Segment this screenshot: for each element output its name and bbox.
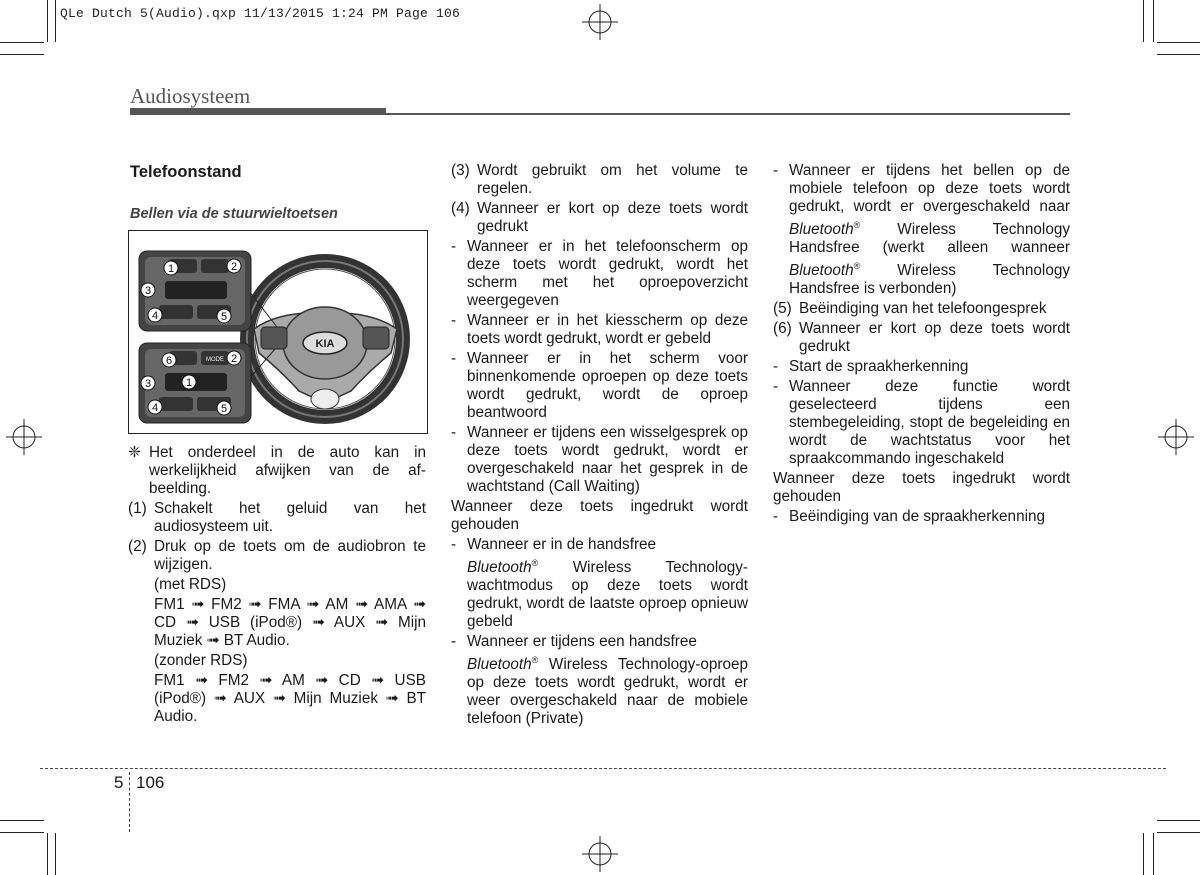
section-title: Audiosysteem (130, 84, 251, 108)
no-rds-sequence: FM1 ➟ FM2 ➟ AM ➟ CD ➟ USB (iPod®) ➟ AUX ➟ Mijn Muziek ➟ BT Audio. (154, 672, 426, 725)
dash-text: Beëindiging van de spraakherkenning (789, 508, 1045, 526)
dash-mark: - (773, 358, 779, 376)
dash-item (451, 312, 748, 348)
bluetooth-term: Bluetooth (789, 221, 854, 239)
list-item (128, 538, 426, 574)
hold-text: Wanneer deze toets ingedrukt wordt gehouden (451, 498, 748, 533)
subheading: Bellen via de stuurwieltoetsen (130, 206, 338, 222)
callout: 3 (144, 378, 152, 390)
dash-text: Wanneer deze functie wordt geselecteerd tijdens een stembegeleiding, stopt de begeleiding en wordt de wachtstatus voor het spraakcommando ingeschakeld (789, 378, 1070, 468)
list-number: (1) (128, 500, 147, 517)
list-item (451, 162, 748, 198)
header-bar (130, 108, 386, 115)
dash-mark: - (451, 238, 457, 255)
dash-text: Start de spraakherkenning (789, 358, 969, 376)
crop-mark (1143, 833, 1144, 875)
dash-item (451, 424, 748, 496)
column-1-body (128, 444, 426, 728)
registered-mark: ® (853, 220, 861, 230)
no-rds-label: (zonder RDS) (154, 652, 248, 669)
dash-text: Wanneer er in het telefoonscherm op deze toets wordt gedrukt, wordt het scherm met het oproepoverzicht weergegeven (467, 238, 748, 309)
header-rule (386, 113, 1070, 115)
callout: 5 (220, 311, 228, 323)
footer-rule (40, 768, 1166, 769)
bluetooth-term: Bluetooth (467, 656, 532, 674)
steering-wheel-diagram (129, 231, 427, 433)
callout: 5 (220, 403, 228, 415)
list-number: (2) (128, 538, 147, 555)
list-number: (6) (773, 320, 792, 338)
callout: 1 (185, 377, 193, 389)
callout: 4 (151, 402, 159, 414)
crop-mark (1157, 832, 1200, 833)
callout: 4 (151, 310, 159, 322)
dash-mark: - (773, 162, 779, 179)
crop-mark (1157, 54, 1200, 55)
page-number-divider (129, 772, 130, 832)
note-symbol: ❈ (128, 444, 141, 461)
crop-mark (0, 832, 44, 833)
dash-text: Wanneer er in het scherm voor binnenkomende oproepen op deze toets wordt gedrukt, wordt de oproep beantwoord (467, 350, 748, 421)
dash-item (773, 358, 1070, 376)
crop-mark (47, 0, 48, 42)
list-item (128, 500, 426, 536)
list-number: (5) (773, 300, 792, 318)
crop-mark (55, 833, 56, 875)
dash-item (451, 633, 748, 728)
list-text: Beëindiging van het telefoongesprek (799, 300, 1047, 318)
dash-mark: - (773, 508, 779, 526)
dash-text: Wireless Technology Handsfree (werkt alleen wanneer (789, 221, 1070, 257)
callout: 3 (144, 285, 152, 297)
note (128, 444, 426, 498)
registration-mark-icon (582, 4, 618, 40)
dash-text: Wireless Technology Handsfree is verbonden) (789, 262, 1070, 298)
column-3 (773, 162, 1070, 528)
callout: 6 (165, 355, 173, 367)
dash-text: Wanneer er tijdens het bellen op de mobiele telefoon op deze toets wordt gedrukt, wordt er overgeschakeld naar (789, 162, 1070, 215)
bluetooth-term: Bluetooth (467, 559, 532, 577)
registered-mark: ® (853, 261, 861, 272)
dash-item (773, 378, 1070, 468)
crop-mark (0, 820, 44, 821)
crop-mark (1153, 0, 1154, 42)
heading: Telefoonstand (130, 163, 242, 181)
crop-mark (1157, 820, 1200, 821)
dash-mark: - (451, 536, 457, 553)
dash-text: Wireless Technology-wachtmodus op deze toets wordt gedrukt, wordt de laatste oproep opnieuw gebeld (467, 559, 748, 631)
dash-mark: - (451, 312, 457, 329)
list-text: Druk op de toets om de audiobron te wijzigen. (154, 538, 426, 573)
page-number: 106 (136, 773, 165, 792)
list-text: Wordt gebruikt om het volume te regelen. (477, 162, 748, 197)
crop-mark (1153, 833, 1154, 875)
crop-mark (1143, 0, 1144, 42)
callout: 2 (230, 261, 238, 273)
column-1 (130, 163, 426, 223)
list-item (451, 200, 748, 236)
rds-label: (met RDS) (154, 576, 227, 593)
list-number: (4) (451, 200, 470, 217)
registered-mark: ® (531, 655, 539, 666)
rds-sequence: FM1 ➟ FM2 ➟ FMA ➟ AM ➟ AMA ➟ CD ➟ USB (iPod®) ➟ AUX ➟ Mijn Muziek ➟ BT Audio. (154, 596, 426, 649)
dash-text: Wanneer er in het kiesscherm op deze toets wordt gedrukt, wordt er gebeld (467, 312, 748, 347)
dash-mark: - (451, 350, 457, 367)
list-item (773, 320, 1070, 356)
dash-item (773, 508, 1070, 526)
chapter-number: 5 (114, 773, 124, 792)
kia-logo: KIA (315, 338, 335, 350)
registration-mark-icon (1158, 419, 1194, 455)
dash-item (773, 162, 1070, 298)
list-text: Wanneer er kort op deze toets wordt gedrukt (799, 320, 1070, 356)
crop-mark (0, 42, 44, 43)
dash-text: Wanneer er tijdens een handsfree (467, 633, 697, 651)
steering-wheel-illustration (128, 230, 428, 434)
dash-item (451, 536, 748, 631)
dash-text: Wireless Technology-oproep op deze toets wordt gedrukt, wordt er weer overgeschakeld naar de mobiele telefoon (Private) (467, 656, 748, 728)
dash-mark: - (451, 633, 457, 651)
dash-item (451, 350, 748, 422)
callout: 1 (167, 263, 175, 275)
printer-slug: QLe Dutch 5(Audio).qxp 11/13/2015 1:24 PM Page 106 (60, 6, 461, 21)
mode-label: MODE (206, 357, 224, 363)
crop-mark (0, 54, 44, 55)
list-number: (3) (451, 162, 470, 179)
column-2 (451, 162, 748, 730)
crop-mark (47, 833, 48, 875)
dash-text: Wanneer er tijdens een wisselgesprek op deze toets wordt gedrukt, wordt er overgeschakeld naar het gesprek in de wachtstand (Call Waiting) (467, 424, 748, 495)
dash-text: Wanneer er in de handsfree (467, 536, 657, 553)
dash-item (451, 238, 748, 310)
crop-mark (55, 0, 56, 42)
bluetooth-term: Bluetooth (789, 262, 854, 280)
callout: 2 (230, 353, 238, 365)
dash-mark: - (773, 378, 779, 396)
list-text: Schakelt het geluid van het audiosysteem uit. (154, 500, 426, 535)
dash-mark: - (451, 424, 457, 441)
note-text: Het onderdeel in de auto kan in werkelijkheid afwijken van de af-beelding. (149, 444, 426, 497)
list-item (773, 300, 1070, 318)
hold-text: Wanneer deze toets ingedrukt wordt gehouden (773, 470, 1070, 506)
registration-mark-icon (582, 836, 618, 872)
crop-mark (1157, 42, 1200, 43)
registration-mark-icon (6, 419, 42, 455)
list-text: Wanneer er kort op deze toets wordt gedrukt (477, 200, 748, 235)
registered-mark: ® (531, 558, 539, 568)
